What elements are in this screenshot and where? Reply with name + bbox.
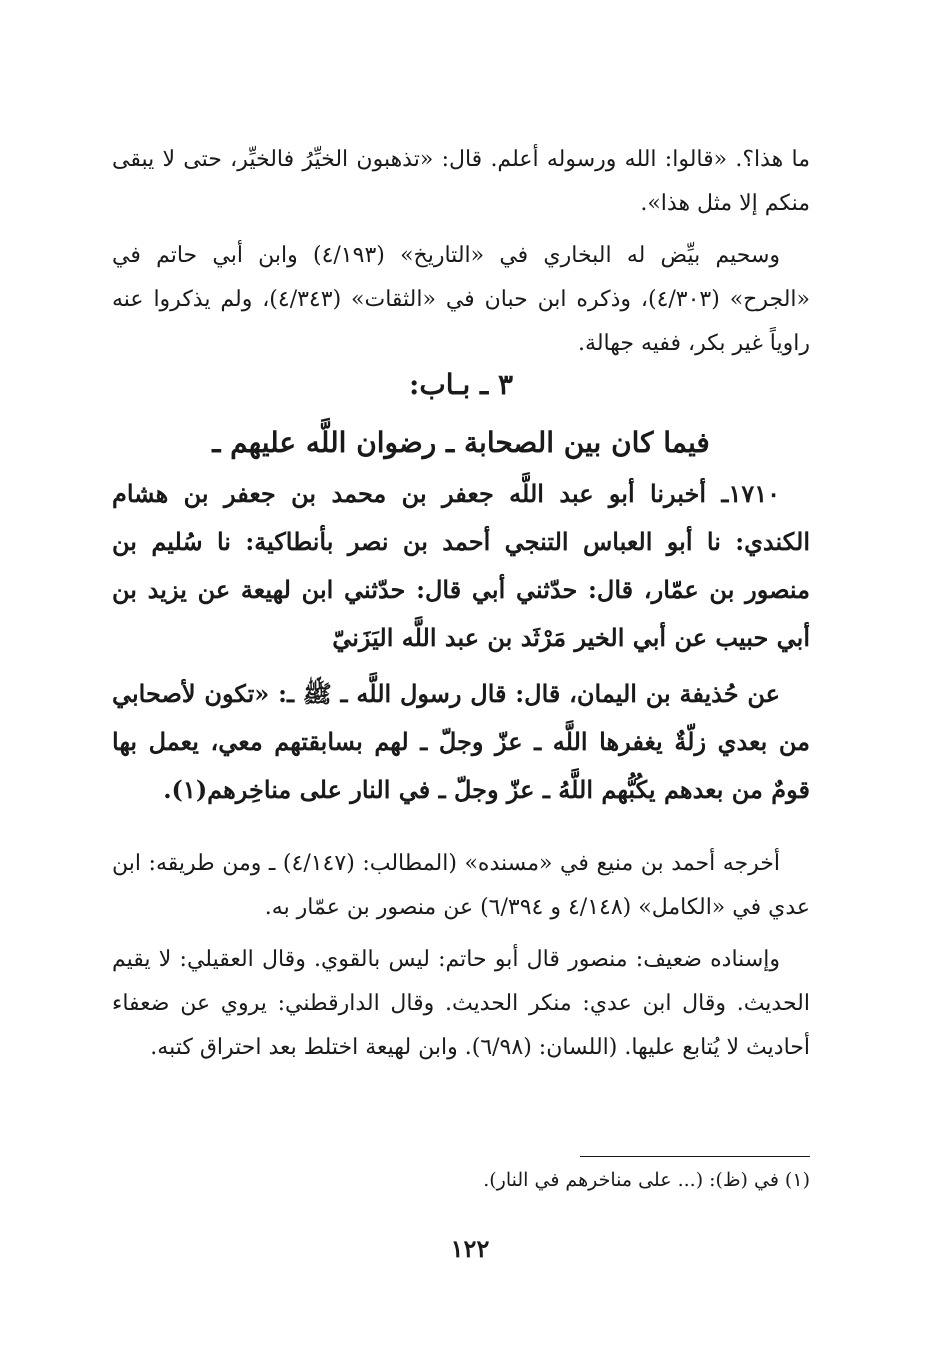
takhrij-paragraph-1: أخرجه أحمد بن منيع في «مسنده» (المطالب: (٤/١٤٧) ـ ومن طريقه: ابن عدي في «الكامل» (٤/١٤٨ و ٦/٣٩٤) عن منصور بن عمّار به.	[112, 851, 810, 920]
takhrij-paragraph-2: وإسناده ضعيف: منصور قال أبو حاتم: ليس بالقوي. وقال العقيلي: لا يقيم الحديث. وقال ابن عدي: منكر الحديث. وقال الدارقطني: يروي عن ضعفاء أحاديث لا يُتابع عليها. (اللسان: (٦/٩٨). وابن لهيعة اختلط بعد احتراق كتبه.	[112, 947, 810, 1060]
top-section	[112, 138, 810, 366]
hadith-isnad: ١٧١٠ـ أخبرنا أبو عبد اللَّه جعفر بن محمد بن جعفر بن هشام الكندي: نا أبو العباس التنجي أحمد بن نصر بأنطاكية: نا سُليم بن منصور بن عمّار، قال: حدّثني أبي قال: حدّثني ابن لهيعة عن يزيد بن أبي حبيب عن أبي الخير مَرْثَد بن عبد اللَّه اليَزَنيّ	[112, 479, 810, 652]
paragraph-1: ما هذا؟. «قالوا: الله ورسوله أعلم. قال: «تذهبون الخيِّرُ فالخيِّر، حتى لا يبقى منكم إلا مثل هذا».	[112, 147, 810, 216]
paragraph-2: وسحيم بيِّض له البخاري في «التاريخ» (٤/١٩٣) وابن أبي حاتم في «الجرح» (٤/٣٠٣)، وذكره ابن حبان في «الثقات» (٤/٣٤٣)، ولم يذكروا عنه راوياً غير بكر، ففيه جهالة.	[112, 243, 810, 356]
hadith-block	[112, 470, 810, 814]
footnote: (١) في (ظ): (... على مناخرهم في النار).	[483, 1169, 810, 1191]
takhrij-block	[112, 842, 810, 1070]
chapter-heading	[112, 357, 810, 471]
hadith-matn: عن حُذيفة بن اليمان، قال: قال رسول اللَّه ـ ﷺ ـ: «تكون لأصحابي من بعدي زلّةٌ يغفرها اللَّه ـ عزّ وجلّ ـ لهم بسابقتهم معي، يعمل بها قومٌ من بعدهم يكُبُّهم اللَّهُ ـ عزّ وجلّ ـ في النار على مناخِرهم(١).	[112, 679, 810, 804]
footnote-separator	[580, 1156, 810, 1157]
chapter-title: ٣ ـ بـاب:	[409, 368, 513, 401]
chapter-subtitle: فيما كان بين الصحابة ـ رضوان اللَّه عليهم ـ	[212, 426, 710, 459]
page-number: ١٢٢	[450, 1234, 490, 1263]
